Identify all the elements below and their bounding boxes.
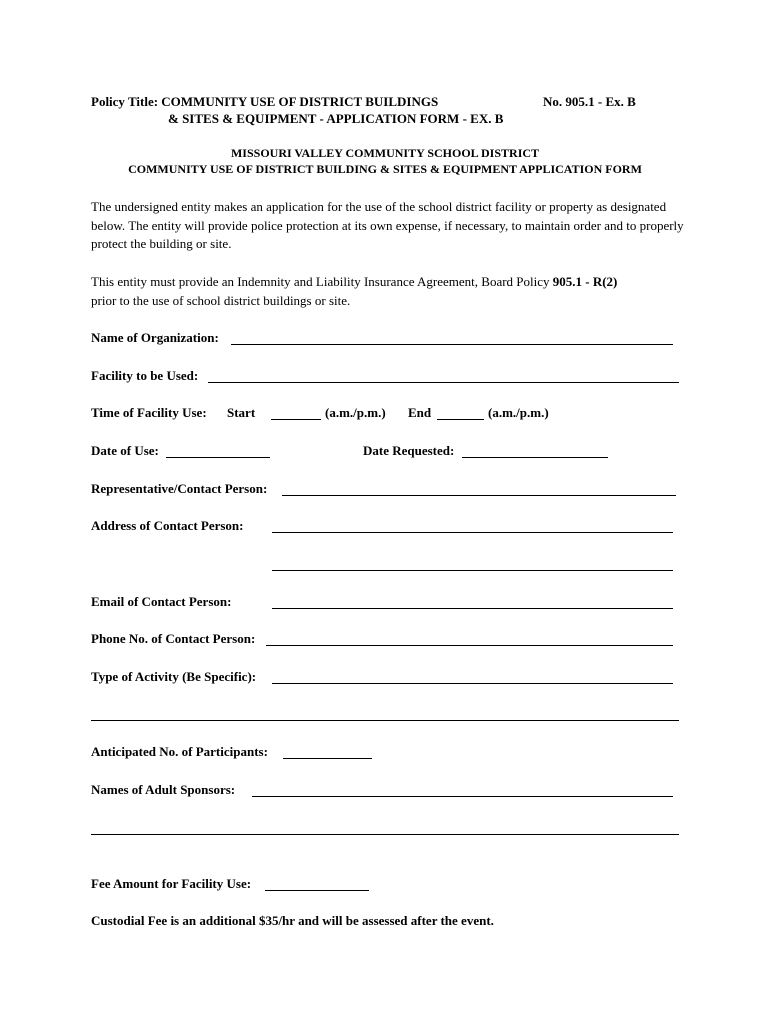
policy-number: No. 905.1 - Ex. B [543, 94, 636, 109]
insurance-text-continued: prior to the use of school district buildings or site. [91, 292, 351, 308]
phone-field[interactable] [266, 645, 673, 646]
insurance-paragraph [91, 273, 691, 310]
policy-title-continued: & SITES & EQUIPMENT - APPLICATION FORM - EX. B [168, 111, 504, 126]
policy-reference: 905.1 - R(2) [552, 274, 618, 289]
start-label: Start [227, 405, 256, 420]
end-ampm-label: (a.m./p.m.) [488, 405, 549, 420]
insurance-text: This entity must provide an Indemnity and Liability Insurance Agreement, Board Policy [91, 274, 553, 289]
start-ampm-label: (a.m./p.m.) [325, 405, 386, 420]
fee-field[interactable] [265, 890, 369, 891]
address-field-line2[interactable] [272, 570, 673, 571]
custodial-fee-note: Custodial Fee is an additional $35/hr and will be assessed after the event. [91, 913, 494, 928]
email-label: Email of Contact Person: [91, 594, 232, 609]
start-time-field[interactable] [271, 419, 321, 420]
date-of-use-field[interactable] [166, 457, 270, 458]
intro-paragraph: The undersigned entity makes an application for the use of the school district facility or property as designated below. The entity will provide police protection at its own expense, if necessary, to maintain order and to properly protect the building or site. [91, 199, 684, 251]
facility-field[interactable] [208, 382, 679, 383]
sponsors-field-line2[interactable] [91, 834, 679, 835]
participants-field[interactable] [283, 758, 372, 759]
phone-label: Phone No. of Contact Person: [91, 631, 256, 646]
activity-label: Type of Activity (Be Specific): [91, 669, 257, 684]
organization-label: Name of Organization: [91, 330, 219, 345]
end-label: End [408, 405, 432, 420]
end-time-field[interactable] [437, 419, 484, 420]
district-name: MISSOURI VALLEY COMMUNITY SCHOOL DISTRICT [230, 146, 540, 160]
facility-label: Facility to be Used: [91, 368, 199, 383]
policy-title: Policy Title: COMMUNITY USE OF DISTRICT BUILDINGS [91, 94, 439, 109]
date-requested-label: Date Requested: [363, 443, 455, 458]
representative-field[interactable] [282, 495, 676, 496]
time-label: Time of Facility Use: [91, 405, 207, 420]
representative-label: Representative/Contact Person: [91, 481, 268, 496]
activity-field-line2[interactable] [91, 720, 679, 721]
email-field[interactable] [272, 608, 673, 609]
fee-label: Fee Amount for Facility Use: [91, 876, 252, 891]
participants-label: Anticipated No. of Participants: [91, 744, 268, 759]
sponsors-label: Names of Adult Sponsors: [91, 782, 236, 797]
address-field-line1[interactable] [272, 532, 673, 533]
activity-field-line1[interactable] [272, 683, 673, 684]
date-of-use-label: Date of Use: [91, 443, 159, 458]
address-label: Address of Contact Person: [91, 518, 244, 533]
sponsors-field-line1[interactable] [252, 796, 673, 797]
date-requested-field[interactable] [462, 457, 608, 458]
form-title: COMMUNITY USE OF DISTRICT BUILDING & SITES & EQUIPMENT APPLICATION FORM [128, 162, 642, 176]
organization-field[interactable] [231, 344, 673, 345]
